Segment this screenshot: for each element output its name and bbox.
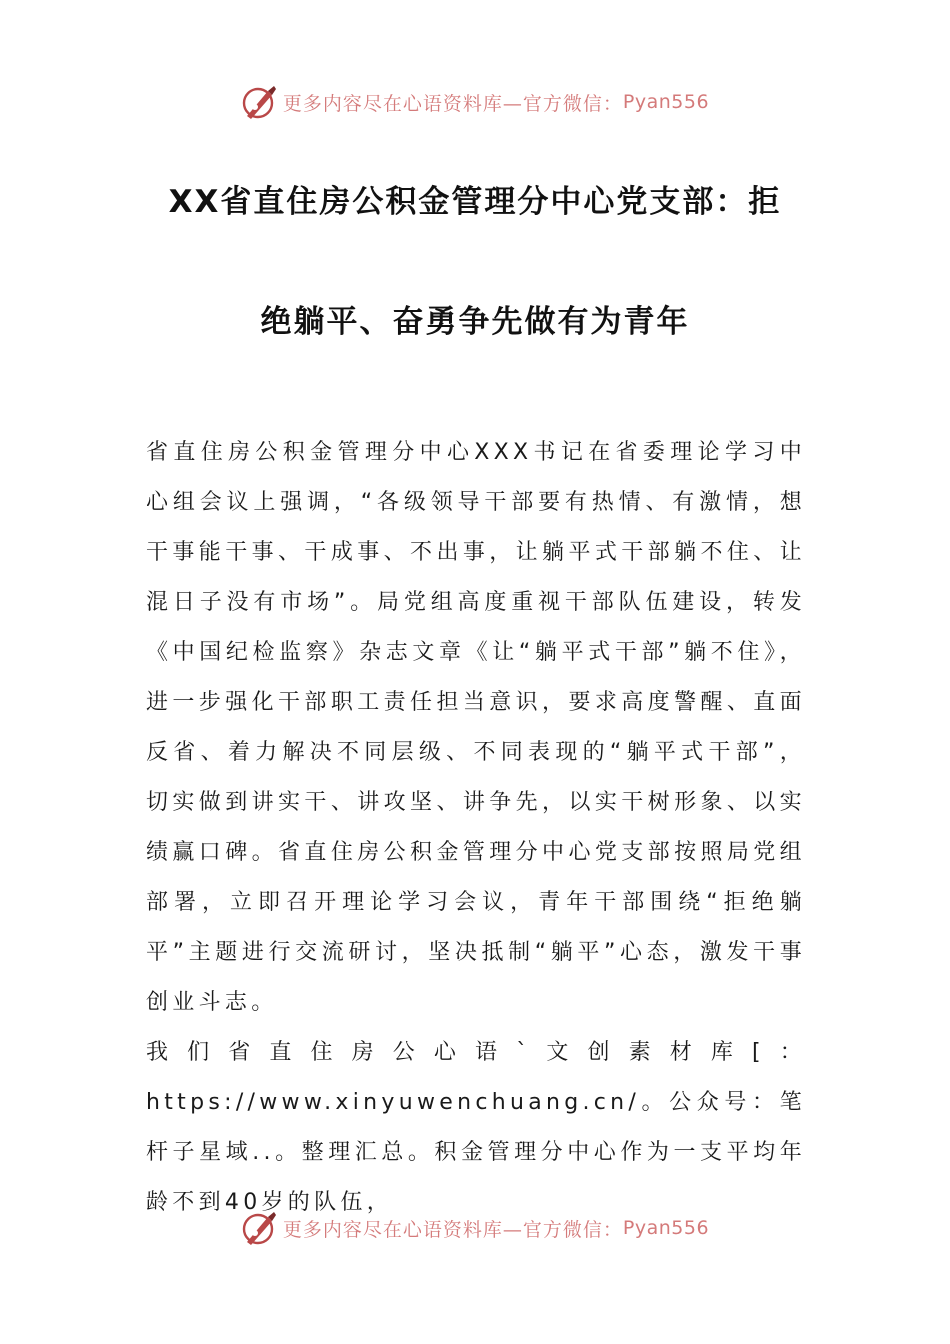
body-paragraph-2: 我们省直住房公心语`文创素材库[：https://www.xinyuwenchuang.cn/。公众号：笔杆子星域..。整理汇总。积金管理分中心作为一支平均年龄不到40岁的队伍， [146,1040,806,1215]
body-paragraph-1: 省直住房公积金管理分中心XXX书记在省委理论学习中心组会议上强调，“各级领导干部要有热情、有激情，想干事能干事、干成事、不出事，让躺平式干部躺不住、让混日子没有市场”。局党组高度重视干部队伍建设，转发《中国纪检监察》杂志文章《让“躺平式干部”躺不住》，进一步强化干部职工责任担当意识，要求高度警醒、直面反省、着力解决不同层级、不同表现的“躺平式干部”，切实做到讲实干、讲攻坚、讲争先，以实干树形象、以实绩赢口碑。省直住房公积金管理分中心党支部按照局党组部署，立即召开理论学习会议，青年干部围绕“拒绝躺平”主题进行交流研讨，坚决抵制“躺平”心态，激发干事创业斗志。 [146,440,806,1015]
watermark-text: 更多内容尽在心语资料库—官方微信： [282,1218,623,1241]
watermark-banner-bottom [0,1208,950,1248]
watermark-wechat-id: Pyan556 [622,1217,710,1239]
pen-nib-circle-icon [241,1209,279,1247]
watermark-wechat-id: Pyan556 [622,91,710,113]
document-body [146,428,806,1228]
watermark-text: 更多内容尽在心语资料库—官方微信： [282,92,623,115]
document-title-line-1: XX省直住房公积金管理分中心党支部：拒 [168,184,782,220]
document-title-line-2: 绝躺平、奋勇争先做有为青年 [260,304,690,340]
pen-nib-circle-icon [241,83,279,121]
watermark-banner-top [0,82,950,122]
